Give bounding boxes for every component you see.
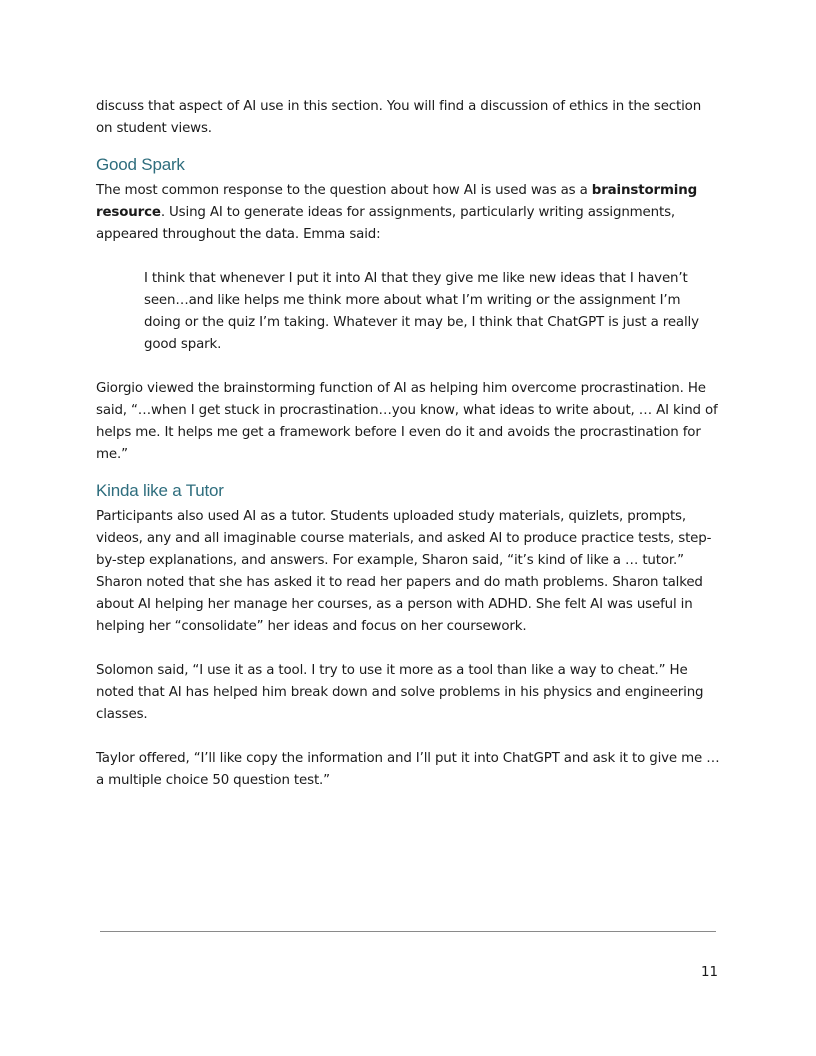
section-heading-tutor: Kinda like a Tutor (96, 481, 224, 500)
section-heading-good-spark: Good Spark (96, 155, 185, 174)
tutor-paragraph-3: Taylor offered, “I’ll like copy the information and I’ll put it into ChatGPT and ask it to give me … a multiple choice 50 question test.” (96, 751, 720, 788)
intro-paragraph: discuss that aspect of AI use in this section. You will find a discussion of ethics in the section on student views. (96, 99, 702, 136)
block-quote-text: I think that whenever I put it into AI that they give me like new ideas that I haven’t seen…and like helps me think more about what I’m writing or the assignment I’m doing or the quiz I’m taking. Whatever it may be, I think that ChatGPT is just a really good spark. (144, 271, 699, 352)
tutor-paragraph-1: Participants also used AI as a tutor. Students uploaded study materials, quizlets, prompts, videos, any and all imaginable course materials, and asked AI to produce practice tests, step-by-step explanations, and answers. For example, Sharon said, “it’s kind of like a … tutor.” Sharon noted that she has asked it to read her papers and do math problems. Sharon talked about AI helping her manage her courses, as a person with ADHD. She felt AI was useful in helping her “consolidate” her ideas and focus on her coursework. (96, 509, 712, 634)
good-spark-paragraph-2: Giorgio viewed the brainstorming function of AI as helping him overcome procrastination. He said, “…when I get stuck in procrastination…you know, what ideas to write about, … AI kind of helps me. It helps me get a framework before I even do it and avoids the procrastination for me.” (96, 381, 718, 462)
page-number: 11 (700, 965, 718, 980)
page-content (96, 96, 720, 792)
text-run: . Using AI to generate ideas for assignments, particularly writing assignments, appeared throughout the data. Emma said: (96, 205, 676, 242)
good-spark-paragraph-1 (96, 180, 720, 246)
text-run: The most common response to the question about how AI is used was as a (96, 183, 592, 198)
tutor-paragraph-2: Solomon said, “I use it as a tool. I try to use it more as a tool than like a way to cheat.” He noted that AI has helped him break down and solve problems in his physics and engineering classes. (96, 663, 704, 722)
bold-term: brainstorming resource (96, 183, 698, 220)
footer-divider (100, 931, 716, 932)
emma-quote (96, 268, 720, 356)
